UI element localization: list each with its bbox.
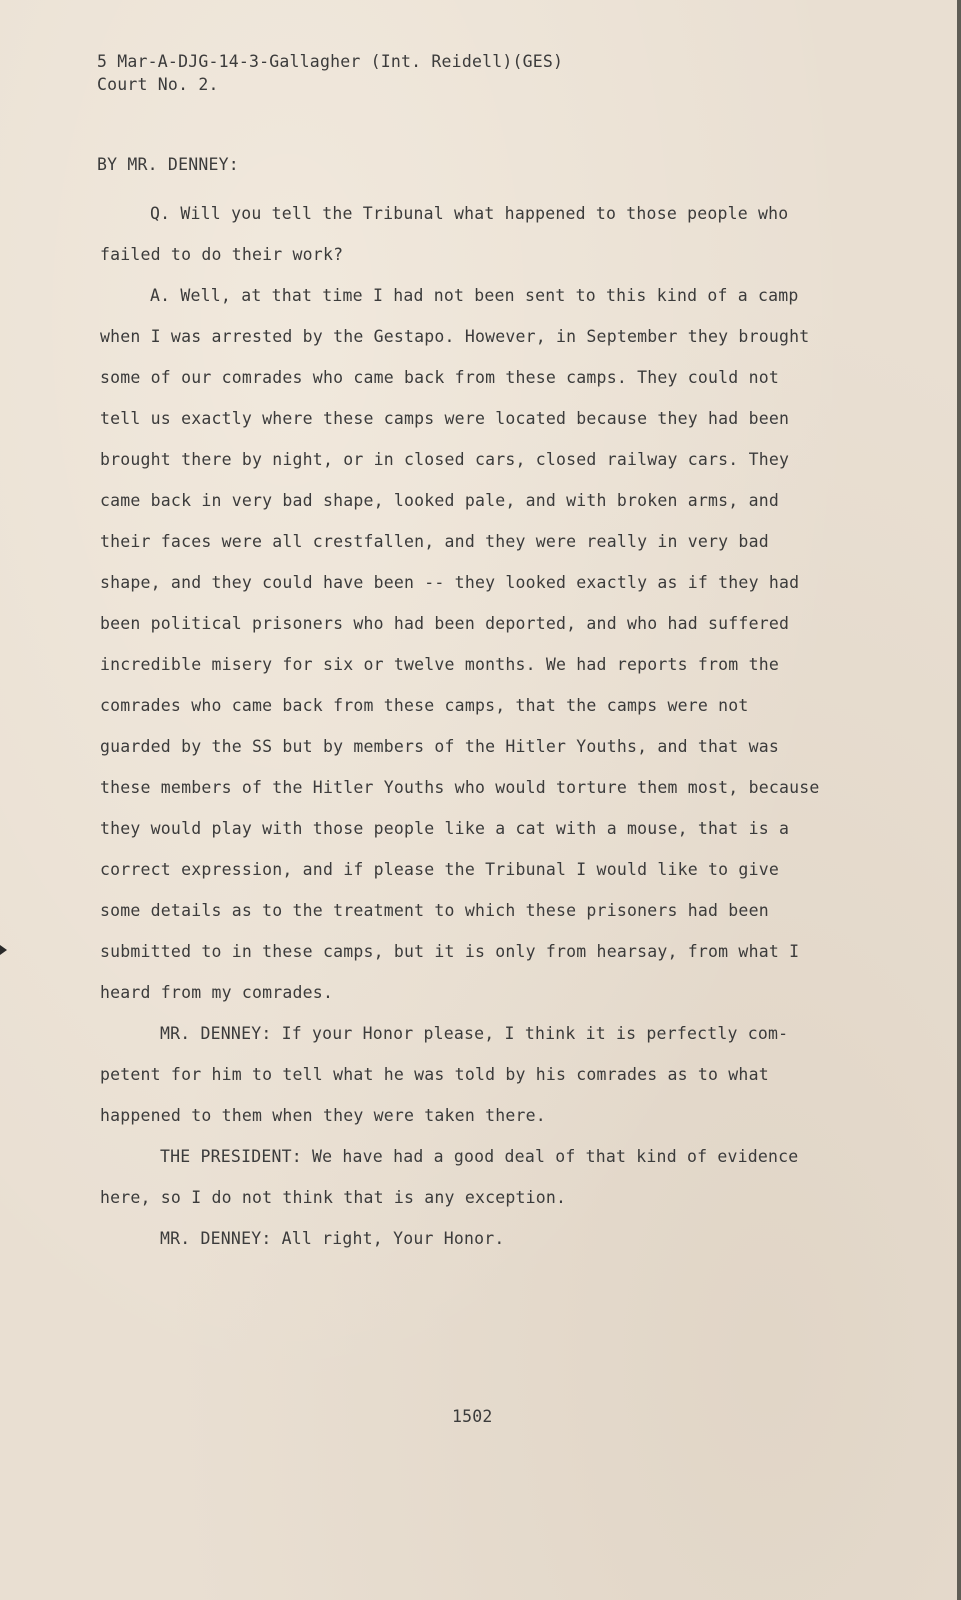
text-line: brought there by night, or in closed cars, closed railway cars. They (100, 450, 790, 469)
text-line: happened to them when they were taken there. (100, 1106, 546, 1125)
speaker-line: MR. DENNEY: All right, Your Honor. (160, 1229, 505, 1248)
text-line: their faces were all crestfallen, and they were really in very bad (100, 532, 769, 551)
answer-line: A. Well, at that time I had not been sent to this kind of a camp (150, 286, 799, 305)
text-line: these members of the Hitler Youths who would torture them most, because (100, 778, 820, 797)
page-number: 1502 (452, 1407, 493, 1426)
text-line: some details as to the treatment to which these prisoners had been (100, 901, 769, 920)
text-line: shape, and they could have been -- they looked exactly as if they had (100, 573, 800, 592)
speaker-line: THE PRESIDENT: We have had a good deal of that kind of evidence (160, 1147, 799, 1166)
text-line: correct expression, and if please the Tribunal I would like to give (100, 860, 779, 879)
text-line: tell us exactly where these camps were located because they had been (100, 409, 790, 428)
text-line: comrades who came back from these camps, that the camps were not (100, 696, 749, 715)
text-line: some of our comrades who came back from these camps. They could not (100, 368, 779, 387)
header-line-1: 5 Mar-A-DJG-14-3-Gallagher (Int. Reidell)(GES) (97, 52, 564, 71)
scan-edge (957, 0, 961, 1600)
text-line: guarded by the SS but by members of the Hitler Youths, and that was (100, 737, 779, 756)
text-line: failed to do their work? (100, 245, 344, 264)
text-line: incredible misery for six or twelve months. We had reports from the (100, 655, 779, 674)
text-line: here, so I do not think that is any exception. (100, 1188, 567, 1207)
question-line: Q. Will you tell the Tribunal what happened to those people who (150, 204, 789, 223)
text-line: petent for him to tell what he was told by his comrades as to what (100, 1065, 769, 1084)
text-line: when I was arrested by the Gestapo. However, in September they brought (100, 327, 810, 346)
margin-mark (0, 945, 7, 955)
speaker-line: MR. DENNEY: If your Honor please, I think it is perfectly com- (160, 1024, 789, 1043)
text-line: came back in very bad shape, looked pale, and with broken arms, and (100, 491, 779, 510)
document-header (97, 50, 563, 96)
transcript-body (100, 193, 820, 1259)
header-line-2: Court No. 2. (97, 75, 219, 94)
text-line: heard from my comrades. (100, 983, 334, 1002)
text-line: submitted to in these camps, but it is only from hearsay, from what I (100, 942, 800, 961)
text-line: they would play with those people like a cat with a mouse, that is a (100, 819, 790, 838)
text-line: been political prisoners who had been deported, and who had suffered (100, 614, 790, 633)
examiner-heading: BY MR. DENNEY: (97, 155, 239, 174)
